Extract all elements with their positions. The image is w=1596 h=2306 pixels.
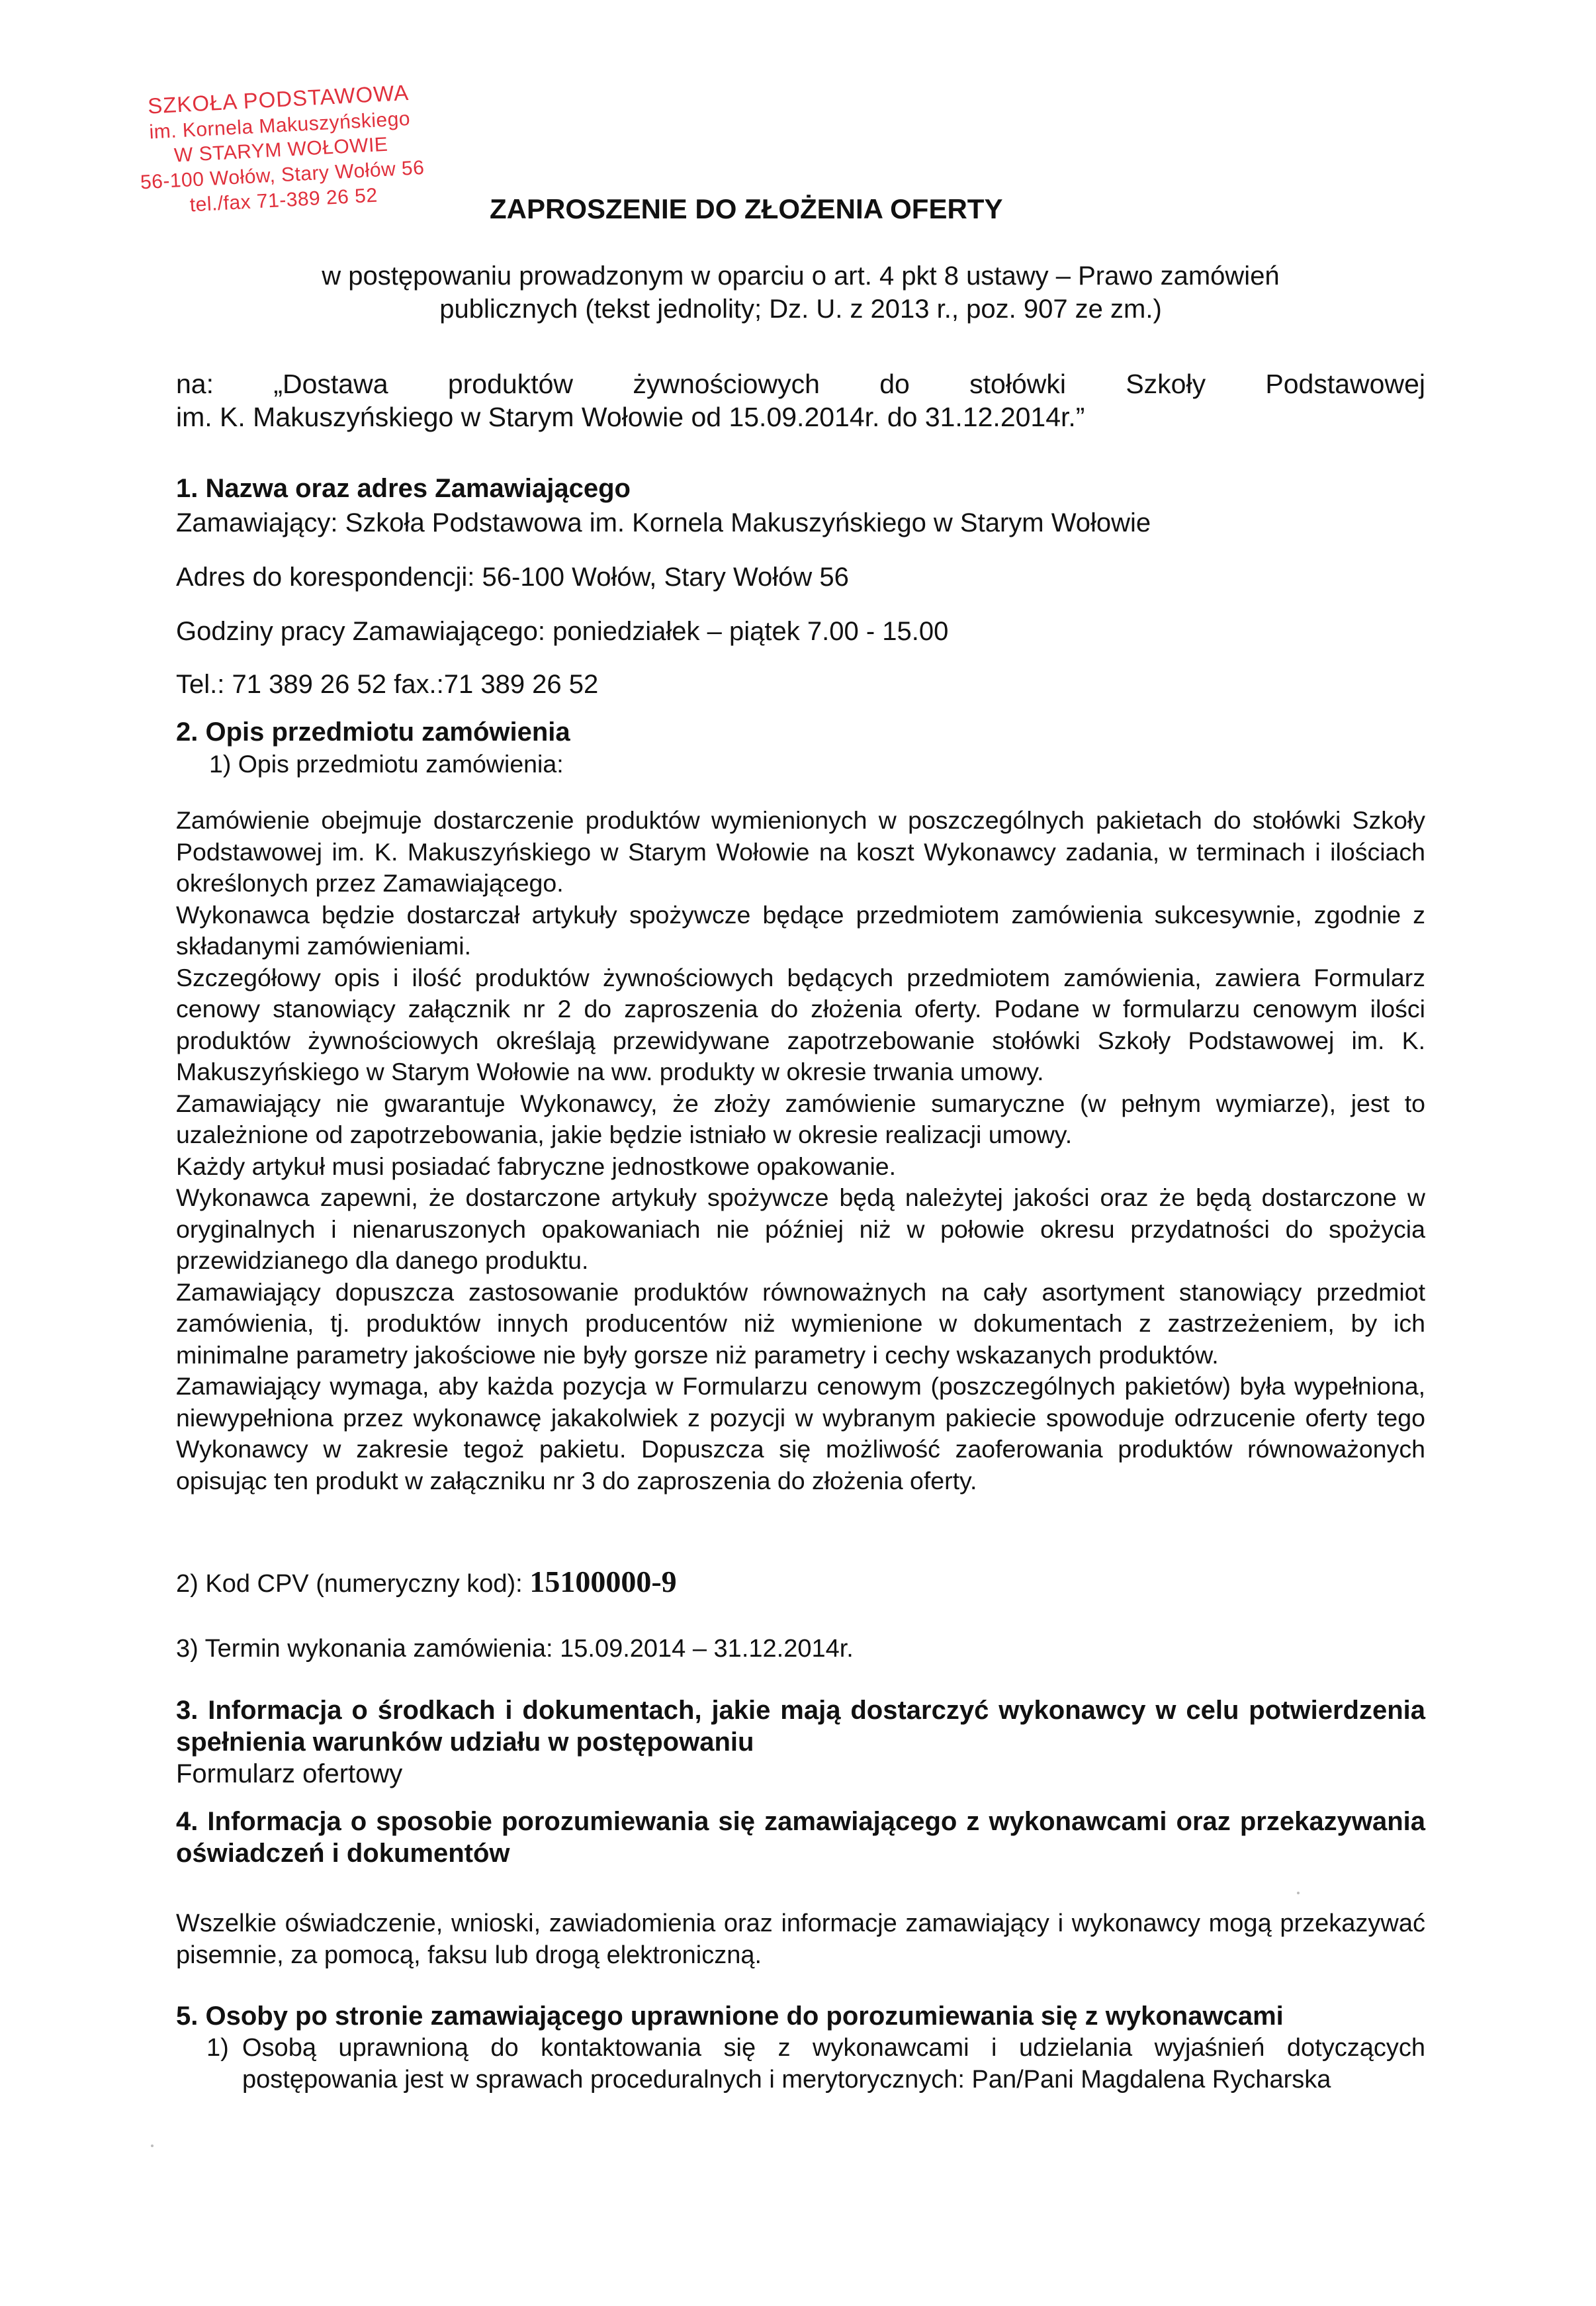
section-5-item-1-number: 1): [206, 2034, 229, 2062]
stamp-line-1: SZKOŁA PODSTAWOWA: [147, 79, 410, 118]
scan-speck: [1297, 1892, 1300, 1894]
description-paragraph: Zamówienie obejmuje dostarczenie produktów wymienionych w poszczególnych pakietach do stołówki Szkoły Podstawowej im. K. Makuszyńskiego w Starym Wołowie na koszt Wykonawcy zadania, w terminach i ilościach określonych przez Zamawiającego.: [176, 806, 1425, 897]
description-paragraph: Wykonawca będzie dostarczał artykuły spożywcze będące przedmiotem zamówienia sukcesywnie, zgodnie z składanymi zamówieniami.: [176, 900, 1425, 960]
section-2: [176, 716, 1425, 1497]
stamp-line-3: W STARYM WOŁOWIE: [173, 134, 389, 167]
section-5-item-1-text: Osobą uprawnioną do kontaktowania się z wykonawcami i udzielania wyjaśnień dotyczących postępowania jest w sprawach proceduralnych i merytorycznych: Pan/Pani Magdalena Rycharska: [242, 2034, 1425, 2094]
subject-line-2: im. K. Makuszyńskiego w Starym Wołowie od 15.09.2014r. do 31.12.2014r.”: [176, 402, 1085, 432]
description-paragraph: Zamawiający nie gwarantuje Wykonawcy, że złoży zamówienie sumaryczne (w pełnym wymiarze), jest to uzależnione od zapotrzebowania, jakie będzie istniało w okresie realizacji umowy.: [176, 1089, 1425, 1148]
subject-line-1: na: „Dostawa produktów żywnościowych do stołówki Szkoły Podstawowej: [176, 369, 1425, 399]
order-subject: [176, 367, 1425, 434]
cpv-label: 2) Kod CPV (numeryczny kod):: [176, 1570, 523, 1598]
description-paragraph: Wykonawca zapewni, że dostarczone artykuły spożywcze będą należytej jakości oraz że będą dostarczone w oryginalnych i nienaruszonych opakowaniach nie później niż w połowie okresu przydatności do spożycia przewidzianego dla danego produktu.: [176, 1183, 1425, 1274]
description-paragraph: Szczegółowy opis i ilość produktów żywnościowych będących przedmiotem zamówienia, zawiera Formularz cenowy stanowiący załącznik nr 2 do zaproszenia do złożenia oferty. Podane w formularzu cenowym ilości produktów żywnościowych określają przewidywane zapotrzebowanie stołówki Szkoły Podstawowej im. K. Makuszyńskiego w Starym Wołowie na ww. produkty w okresie trwania umowy.: [176, 963, 1425, 1085]
stamp-line-2: im. Kornela Makuszyńskiego: [148, 107, 411, 144]
section-5: [176, 2000, 1425, 2096]
school-stamp: [79, 75, 482, 224]
cpv-code: 15100000-9: [529, 1565, 677, 1598]
section-3-text: Formularz ofertowy: [176, 1759, 403, 1788]
section-1-hours: Godziny pracy Zamawiającego: poniedziałek – piątek 7.00 - 15.00: [176, 617, 949, 646]
section-2-heading: 2. Opis przedmiotu zamówienia: [176, 717, 570, 747]
cpv-code-line: [176, 1563, 677, 1602]
section-1-orderer: Zamawiający: Szkoła Podstawowa im. Kornela Makuszyńskiego w Starym Wołowie: [176, 508, 1151, 537]
subtitle-line-1: w postępowaniu prowadzonym w oparciu o art. 4 pkt 8 ustawy – Prawo zamówień: [322, 261, 1280, 291]
section-4-heading: 4. Informacja o sposobie porozumiewania się zamawiającego z wykonawcami oraz przekazywania oświadczeń i dokumentów: [176, 1807, 1425, 1868]
section-5-item-1: [176, 2032, 1425, 2096]
description-paragraph: Zamawiający wymaga, aby każda pozycja w Formularzu cenowym (poszczególnych pakietów) była wypełniona, niewypełniona przez wykonawcę jakakolwiek z pozycji w wybranym pakiecie spowoduje odrzucenie oferty tego Wykonawcy w zakresie tegoż pakietu. Dopuszcza się możliwość zaoferowania produktów równoważonych opisując ten produkt w załączniku nr 3 do zaproszenia do złożenia oferty.: [176, 1372, 1425, 1495]
subtitle-line-2: publicznych (tekst jednolity; Dz. U. z 2013 r., poz. 907 ze zm.): [439, 295, 1162, 324]
section-3-heading: 3. Informacja o środkach i dokumentach, jakie mają dostarczyć wykonawcy w celu potwierdzenia spełnienia warunków udziału w postępowaniu: [176, 1696, 1425, 1757]
description-paragraph: Zamawiający dopuszcza zastosowanie produktów równoważnych na cały asortyment stanowiący przedmiot zamówienia, tj. produktów innych producentów niż wymienione w dokumentach z zastrzeżeniem, by ich minimalne parametry jakościowe nie były gorsze niż parametry i cechy wskazanych produktów.: [176, 1277, 1425, 1369]
stamp-line-4: 56-100 Wołów, Stary Wołów 56: [140, 157, 425, 194]
description-paragraph: Każdy artykuł musi posiadać fabryczne jednostkowe opakowanie.: [176, 1152, 897, 1180]
stamp-line-5: tel./fax 71-389 26 52: [189, 184, 378, 216]
scan-speck: [151, 2145, 154, 2147]
procedure-subtitle: [176, 259, 1425, 326]
page-title: ZAPROSZENIE DO ZŁOŻENIA OFERTY: [490, 193, 1003, 224]
section-4-text: Wszelkie oświadczenie, wnioski, zawiadomienia oraz informacje zamawiający i wykonawcy mogą przekazywać pisemnie, za pomocą, faksu lub drogą elektroniczną.: [176, 1910, 1425, 1969]
section-2-sub-1: 1) Opis przedmiotu zamówienia:: [209, 750, 564, 778]
completion-term: 3) Termin wykonania zamówienia: 15.09.2014 – 31.12.2014r.: [176, 1635, 854, 1663]
section-1-address: Adres do korespondencji: 56-100 Wołów, Stary Wołów 56: [176, 563, 849, 592]
section-5-heading: 5. Osoby po stronie zamawiającego uprawnione do porozumiewania się z wykonawcami: [176, 2002, 1284, 2031]
section-1: [176, 471, 1425, 702]
section-4: [176, 1806, 1425, 1971]
section-1-phone: Tel.: 71 389 26 52 fax.:71 389 26 52: [176, 670, 599, 699]
section-1-heading: 1. Nazwa oraz adres Zamawiającego: [176, 474, 631, 503]
section-2-description: [176, 805, 1425, 1497]
section-3: [176, 1694, 1425, 1790]
